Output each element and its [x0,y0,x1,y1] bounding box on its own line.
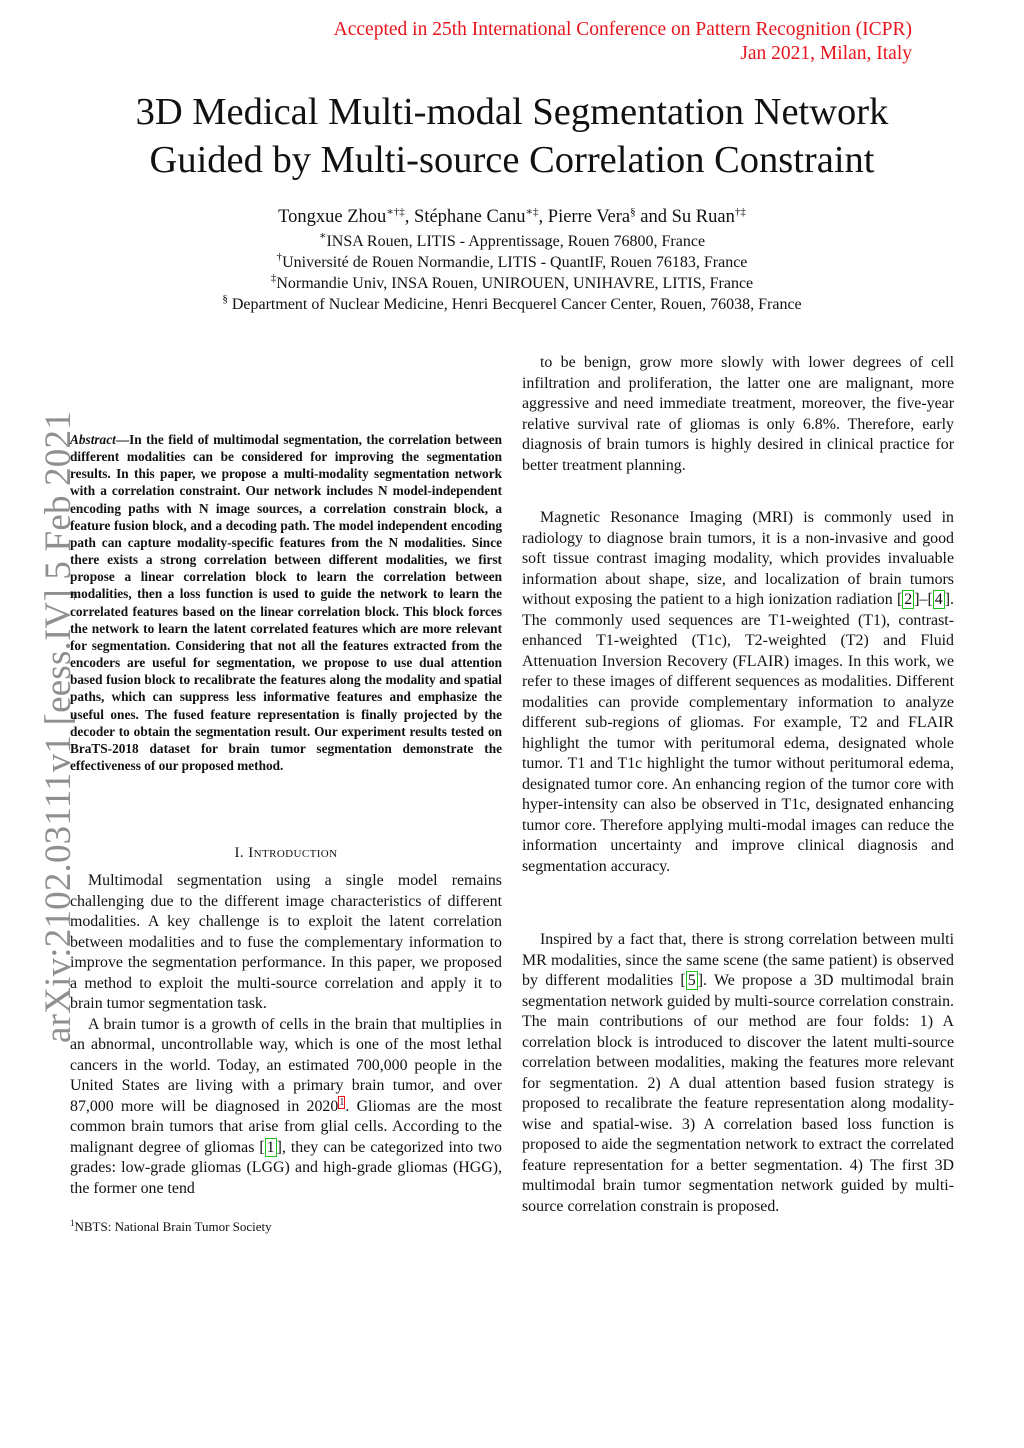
right-column-paragraph-1 [522,353,954,476]
paragraph-text: Magnetic Resonance Imaging (MRI) is commonly used in radiology to diagnose brain tumors, it is a non-invasive and good soft tissue contrast imaging modality, which provides invaluable information about shape, size, and localization of brain tumors without exposing the patient to a high ionization radiation [ [522,509,954,608]
footnote [70,1218,502,1235]
citation-link[interactable]: 5 [687,972,696,989]
author-marks: ∗‡ [525,206,539,218]
paragraph-text: ], they can be categorized into two grades: low-grade gliomas (LGG) and high-grade gliomas (HGG), the former one tend [70,1138,502,1197]
paragraph-text: ]–[ [914,591,933,608]
section-numeral: I. [234,845,249,861]
abstract [70,431,502,774]
paper-title [60,88,964,184]
affiliation-mark: § [222,293,228,305]
affiliation-mark: ‡ [270,272,277,284]
author-list [100,205,924,229]
paragraph-text: ]. The commonly used sequences are T1-weighted (T1), contrast-enhanced T1-weighted (T1c), T2-weighted (T2) and Fluid Attenuation Inversion Recovery (FLAIR) images. In this work, we refer to these images of different sequences as modalities. Different modalities can provide complementary information to analyze different sub-regions of gliomas. For example, T2 and FLAIR highlight the tumor with peritumoral edema, designated whole tumor. T1 and T1c highlight the tumor without peritumoral edema, designated tumor core. An enhancing region of the tumor core with hyper-intensity can also be observed in T1c, designated enhancing tumor core. Therefore applying multi-modal images can reduce the information uncertainty and improve clinical diagnosis and segmentation accuracy. [522,591,954,875]
affiliation [100,231,924,252]
affiliation [100,294,924,315]
title-line-1: 3D Medical Multi-modal Segmentation Network [135,91,889,133]
affiliation-text: INSA Rouen, LITIS - Apprentissage, Rouen 76800, France [326,233,706,250]
footnote-text: NBTS: National Brain Tumor Society [74,1219,272,1234]
affiliation [100,273,924,294]
left-column-body [70,871,502,1199]
affiliation [100,252,924,273]
citation-link[interactable]: 1 [266,1138,275,1156]
venue-line-2: Jan 2021, Milan, Italy [740,43,912,64]
abstract-label: Abstract [70,432,116,447]
right-column-paragraph-2 [522,508,954,877]
arxiv-identifier: arXiv:2102.03111v1 [eess.IV] 5 Feb 2021 [38,411,79,1043]
affiliation-text: Department of Nuclear Medicine, Henri Becquerel Cancer Center, Rouen, 76038, France [227,296,802,313]
paragraph-text: ]. We propose a 3D multimodal brain segmentation network guided by multi-source correlation constrain. The main contributions of our method are four folds: 1) A correlation block is introduced to discover the latent multi-source correlation between modalities, making the features more relevant for segmentation. 2) A dual attention based fusion strategy is proposed to recalibrate the feature representation along modality-wise and spatial-wise. 3) A correlation based loss function is proposed to aide the segmentation network to extract the correlated feature representation for a better segmentation. 4) The first 3D multimodal brain tumor segmentation network guided by multi-source correlation constrain is proposed. [522,972,955,1215]
paragraph-text: A brain tumor is a growth of cells in the brain that multiplies in an abnormal, uncontrollable way, which is one of the most lethal cancers in the world. Today, an estimated 700,000 people in the United States are living with a primary brain tumor, and over 87,000 more will be diagnosed in 2020 [70,1015,502,1115]
author-name: , Pierre Vera [538,207,631,227]
affiliation-text: Université de Rouen Normandie, LITIS - QuantIF, Rouen 76183, France [282,254,748,271]
affiliation-mark: † [276,251,283,263]
paragraph-text: Inspired by a fact that, there is strong correlation between multi MR modalities, since the same scene (the same patient) is observed by different modalities [ [522,931,954,989]
intro-paragraph-3: to be benign, grow more slowly with lower degrees of cell infiltration and proliferation, the latter one are malignant, more aggressive and need immediate treatment, moreover, the five-year relative survival rate of gliomas is only 6.8%. Therefore, early diagnosis of brain tumors is highly desired in clinical practice for better treatment planning. [522,354,954,474]
abstract-text: —In the field of multimodal segmentation, the correlation between different modalities can be considered for improving the segmentation results. In this paper, we propose a multi-modality segmentation network with a correlation constraint. Our network includes N model-independent encoding paths with N image sources, a correlation constrain block, a feature fusion block, and a decoding path. The model independent encoding path can capture modality-specific features from the N modalities. Since there exists a strong correlation between different modalities, we first propose a linear correlation block to learn the correlation between modalities, then a loss function is used to guide the network to learn the correlated features based on the linear correlation block. This block forces the network to learn the latent correlated features which are more relevant for segmentation. Considering that not all the features extracted from the encoders are useful for segmentation, we propose to use dual attention based fusion block to recalibrate the features along the modality and spatial paths, which can suppress less informative features and emphasize the useful ones. The fused feature representation is finally projected by the decoder to obtain the segmentation result. Our experiment results tested on BraTS-2018 dataset for brain tumor segmentation demonstrate the effectiveness of our proposed method. [70,432,502,773]
author-marks: ∗†‡ [386,206,405,218]
section-heading-introduction [70,843,502,863]
paragraph-text: . Gliomas are the most common brain tumors that arise from glial cells. According to the malignant degree of gliomas [ [70,1097,502,1156]
intro-paragraph-5 [522,930,954,1217]
author-name: , Stéphane Canu [404,207,526,227]
footnote-link[interactable]: 1 [339,1096,345,1108]
intro-paragraph-1: Multimodal segmentation using a single model remains challenging due to the different image characteristics of different modalities. A key challenge is to exploit the latent correlation between modalities and to fuse the complementary information to improve the segmentation performance. In this paper, we proposed a method to exploit the multi-source correlation and apply it to brain tumor segmentation task. [70,872,502,1012]
affiliation-text: Normandie Univ, INSA Rouen, UNIROUEN, UNIHAVRE, LITIS, France [276,275,754,292]
author-name: and Su Ruan [635,207,735,227]
citation-link[interactable]: 4 [934,591,943,608]
citation-link[interactable]: 2 [904,591,913,608]
right-column-paragraph-3 [522,930,954,1217]
section-title: Introduction [248,845,338,861]
footnote-mark: 1 [70,1218,75,1228]
intro-paragraph-2 [70,1015,502,1200]
venue-line-1: Accepted in 25th International Conference on Pattern Recognition (ICPR) [333,19,912,40]
affiliation-mark: ∗ [318,230,327,242]
author-name: Tongxue Zhou [278,207,387,227]
title-line-2: Guided by Multi-source Correlation Constraint [149,139,875,181]
author-marks: § [630,206,636,218]
intro-paragraph-4 [522,508,954,877]
author-marks: †‡ [734,206,746,218]
